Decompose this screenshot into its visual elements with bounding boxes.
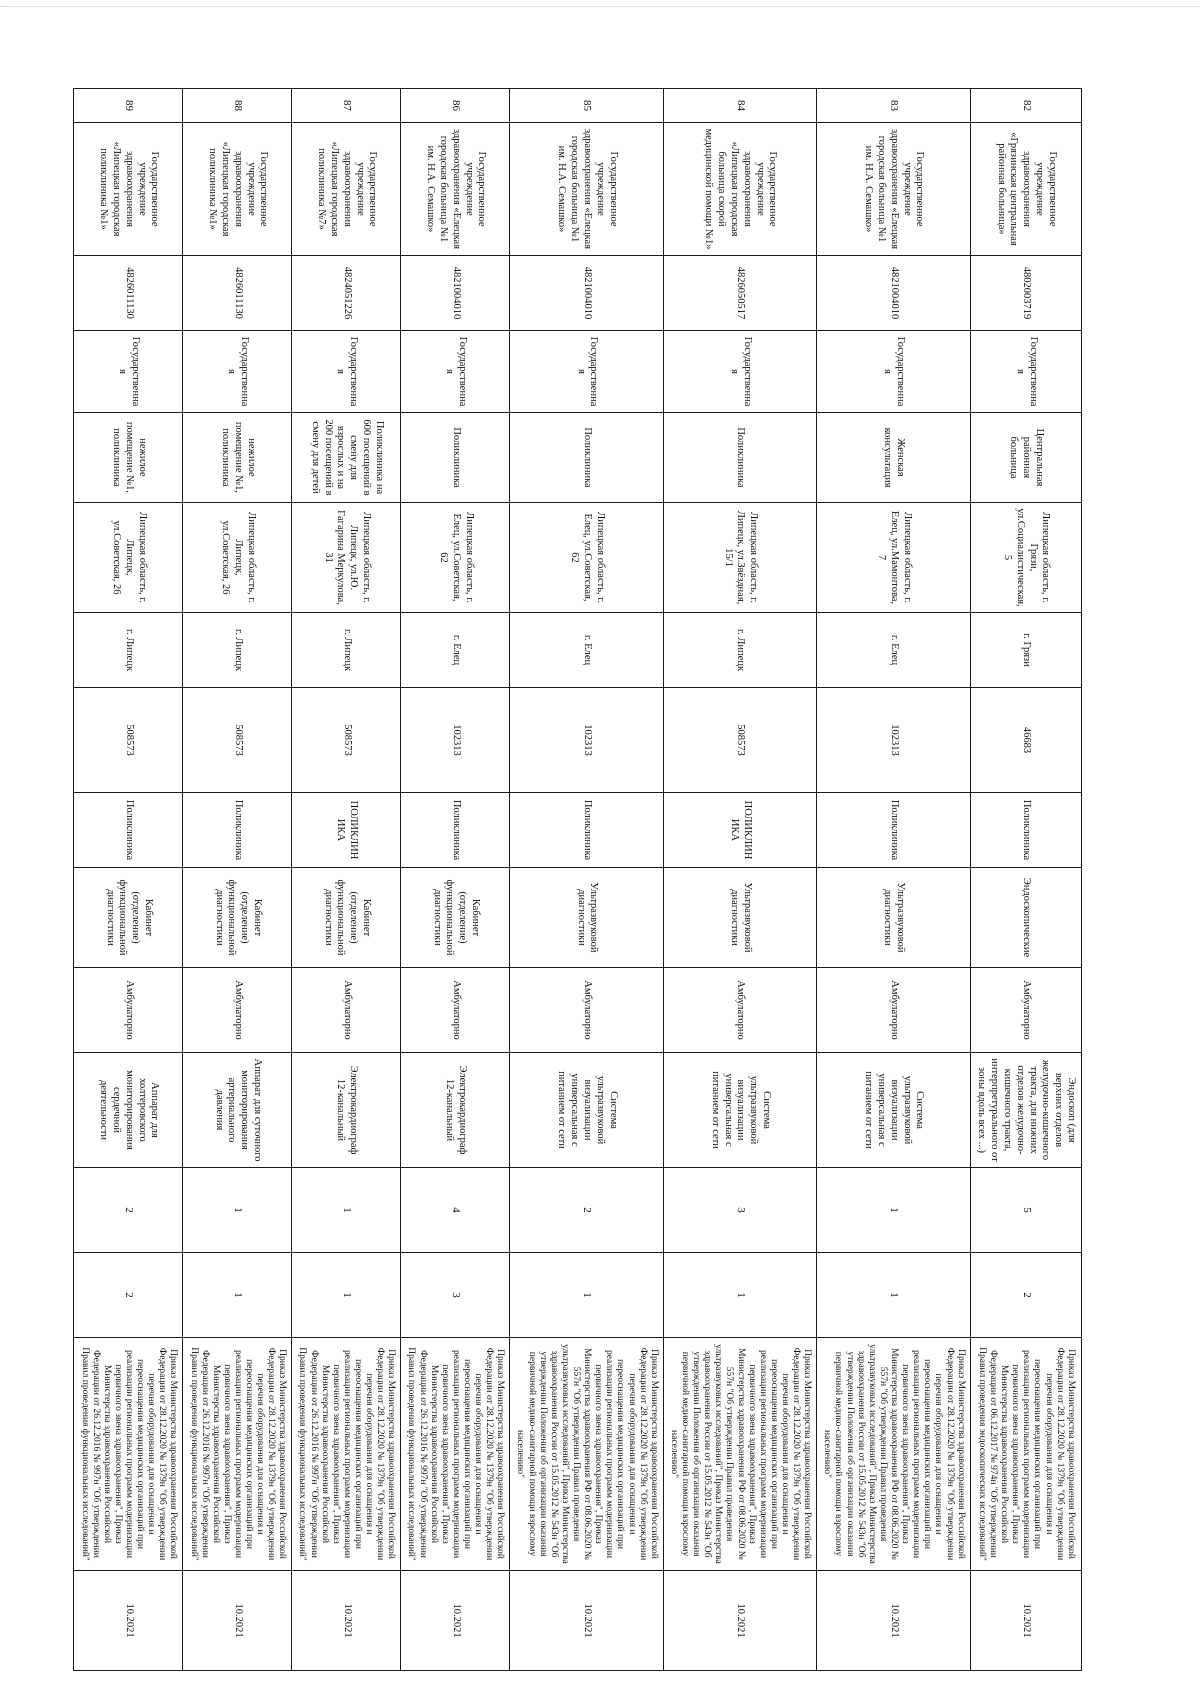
ownership-form-cell: Государственная [510,331,663,413]
table-row [817,89,970,1671]
care-mode-cell: Амбулаторно [663,968,816,1053]
locality-cell: г. Липецк [74,613,183,688]
inn-code-cell: 4824051226 [292,256,401,331]
quantity-planned-cell: 1 [663,1253,816,1338]
subdivision-cell: Поликлиника на 600 посещений в смену для взрослых и на 200 посещений в смену для детей [292,413,401,503]
table-row [401,89,510,1671]
equipment-name-cell: Эндоскоп (для верхних отделов желудочно-кишечного тракта, для нижних отделов желудочно-кишечного тракта, интерпретурального от зоны вдоль всех ...) [970,1053,1081,1168]
subdivision-cell: Поликлиника [510,413,663,503]
table-row [74,89,183,1671]
department-cell: Кабинет (отделение) функциональной диагностики [401,868,510,968]
equipment-name-cell: Аппарат для холтеровского мониторирования сердечной деятельности [74,1053,183,1168]
rotated-page [79,88,1082,1670]
oktmo-code-cell: 46683 [970,688,1081,793]
ownership-form-cell: Государственная [74,331,183,413]
oktmo-code-cell: 508573 [74,688,183,793]
legal-basis-cell: Приказ Министерства здравоохранения Российской Федерации от 28.12.2020 № 1379н "Об утверждении перечня оборудования для оснащения и переоснащения медицинских организаций при реализации региональных программ модернизации первичного звена здравоохранения", Приказ Министерства здравоохранения Российской Федерации от 26.12.2016 № 997н "Об утверждении Правил проведения функциональных исследований" [401,1338,510,1571]
quantity-planned-cell: 1 [183,1253,292,1338]
oktmo-code-cell: 102313 [510,688,663,793]
due-date-cell: 10.2021 [292,1571,401,1671]
locality-cell: г. Липецк [183,613,292,688]
ownership-form-cell: Государственная [970,331,1081,413]
address-cell: Липецкая область, г. Липецк, ул.Советская, 26 [183,503,292,613]
quantity-needed-cell: 1 [817,1168,970,1253]
due-date-cell: 10.2021 [74,1571,183,1671]
quantity-needed-cell: 5 [970,1168,1081,1253]
inn-code-cell: 4821004010 [817,256,970,331]
ownership-form-cell: Государственная [401,331,510,413]
inn-code-cell: 4802003719 [970,256,1081,331]
locality-cell: г. Липецк [663,613,816,688]
department-cell: Эндоскопические [970,868,1081,968]
legal-basis-cell: Приказ Министерства здравоохранения Российской Федерации от 28.12.2020 № 1379н "Об утверждении перечня оборудования для оснащения и переоснащения медицинских организаций при реализации региональных программ модернизации первичного звена здравоохранения", Приказ Министерства здравоохранения Российской Федерации от 26.12.2016 № 997н "Об утверждении Правил проведения функциональных исследований" [74,1338,183,1571]
department-cell: Ультразвуковой диагностики [663,868,816,968]
equipment-table [73,88,1082,1671]
ownership-form-cell: Государственная [183,331,292,413]
care-mode-cell: Амбулаторно [401,968,510,1053]
quantity-needed-cell: 1 [183,1168,292,1253]
facility-type-cell: Поликлиника [74,793,183,868]
oktmo-code-cell: 508573 [663,688,816,793]
address-cell: Липецкая область, г. Липецк, ул.Ю. Гагарина Меркулова, 31 [292,503,401,613]
organization-name-cell: Государственное учреждение здравоохранения «Липецкая городская поликлиника №7» [292,123,401,256]
quantity-needed-cell: 1 [292,1168,401,1253]
quantity-needed-cell: 2 [510,1168,663,1253]
facility-type-cell: Поликлиника [817,793,970,868]
facility-type-cell: ПОЛИКЛИНИКА [292,793,401,868]
due-date-cell: 10.2021 [401,1571,510,1671]
table-row [663,89,816,1671]
oktmo-code-cell: 508573 [183,688,292,793]
due-date-cell: 10.2021 [970,1571,1081,1671]
equipment-name-cell: Аппарат для суточного мониторирования артериального давления [183,1053,292,1168]
oktmo-code-cell: 102313 [401,688,510,793]
inn-code-cell: 4821004010 [510,256,663,331]
due-date-cell: 10.2021 [663,1571,816,1671]
ownership-form-cell: Государственная [292,331,401,413]
quantity-needed-cell: 3 [663,1168,816,1253]
quantity-planned-cell: 1 [292,1253,401,1338]
address-cell: Липецкая область, г. Липецк, ул.Звёздная, 15/1 [663,503,816,613]
legal-basis-cell: Приказ Министерства здравоохранения Российской Федерации от 28.12.2020 № 1379н "Об утверждении перечня оборудования для оснащения и переоснащения медицинских организаций при реализации региональных программ модернизации первичного звена здравоохранения", Приказ Министерства здравоохранения РФ от 08.06.2020 № 557н "Об утверждении Правил проведения ультразвуковых исследований", Приказ Министерства здравоохранения России от 15.05.2012 № 543н "Об утверждении Положения об организации оказания первичной медико-санитарной помощи взрослому населению" [817,1338,970,1571]
locality-cell: г. Елец [510,613,663,688]
inn-code-cell: 4826011130 [74,256,183,331]
department-cell: Кабинет (отделение) функциональной диагностики [74,868,183,968]
row-number-cell: 84 [663,89,816,123]
subdivision-cell: нежилое помещение №1, поликлиника [183,413,292,503]
due-date-cell: 10.2021 [817,1571,970,1671]
quantity-planned-cell: 1 [817,1253,970,1338]
row-number-cell: 88 [183,89,292,123]
oktmo-code-cell: 102313 [817,688,970,793]
equipment-name-cell: Электрокардиограф 12-канальный [292,1053,401,1168]
ownership-form-cell: Государственная [817,331,970,413]
address-cell: Липецкая область, г. Грязи, ул.Социалистическая, 5 [970,503,1081,613]
due-date-cell: 10.2021 [510,1571,663,1671]
table-body [74,89,1082,1671]
locality-cell: г. Липецк [292,613,401,688]
quantity-planned-cell: 2 [970,1253,1081,1338]
department-cell: Кабинет (отделение) функциональной диагностики [183,868,292,968]
legal-basis-cell: Приказ Министерства здравоохранения Российской Федерации от 28.12.2020 № 1379н "Об утверждении перечня оборудования для оснащения и переоснащения медицинских организаций при реализации региональных программ модернизации первичного звена здравоохранения", Приказ Министерства здравоохранения Российской Федерации от 26.12.2016 № 997н "Об утверждении Правил проведения функциональных исследований" [292,1338,401,1571]
locality-cell: г. Елец [401,613,510,688]
row-number-cell: 89 [74,89,183,123]
care-mode-cell: Амбулаторно [817,968,970,1053]
quantity-planned-cell: 1 [510,1253,663,1338]
row-number-cell: 85 [510,89,663,123]
inn-code-cell: 4826050517 [663,256,816,331]
legal-basis-cell: Приказ Министерства здравоохранения Российской Федерации от 28.12.2020 № 1379н "Об утверждении перечня оборудования для оснащения и переоснащения медицинских организаций при реализации региональных программ модернизации первичного звена здравоохранения", Приказ Министерства здравоохранения Российской Федерации от 06.12.2017 № 974н "Об утверждении Правил проведения эндоскопических исследований" [970,1338,1081,1571]
address-cell: Липецкая область, г. Елец, ул.Мамонтова, 7 [817,503,970,613]
subdivision-cell: Поликлиника [401,413,510,503]
equipment-name-cell: Электрокардиограф 12-канальный [401,1053,510,1168]
subdivision-cell: Поликлиника [663,413,816,503]
equipment-name-cell: Система ультразвуковой визуализации универсальная с питанием от сети [510,1053,663,1168]
facility-type-cell: ПОЛИКЛИНИКА [663,793,816,868]
quantity-planned-cell: 3 [401,1253,510,1338]
address-cell: Липецкая область, г. Липецк, ул.Советская, 26 [74,503,183,613]
locality-cell: г. Грязи [970,613,1081,688]
organization-name-cell: Государственное учреждение здравоохранения «Липецкая городская поликлиника №1» [183,123,292,256]
address-cell: Липецкая область, г. Елец, ул.Советская, 62 [510,503,663,613]
table-row [510,89,663,1671]
ownership-form-cell: Государственная [663,331,816,413]
due-date-cell: 10.2021 [183,1571,292,1671]
organization-name-cell: Государственное учреждение здравоохранения «Елецкая городская больница №1 им. Н.А. Семашко» [401,123,510,256]
row-number-cell: 83 [817,89,970,123]
organization-name-cell: Государственное учреждение здравоохранения «Елецкая городская больница №1 им. Н.А. Семашко» [510,123,663,256]
locality-cell: г. Елец [817,613,970,688]
care-mode-cell: Амбулаторно [292,968,401,1053]
table-row [970,89,1081,1671]
legal-basis-cell: Приказ Министерства здравоохранения Российской Федерации от 28.12.2020 № 1379н "Об утверждении перечня оборудования для оснащения и переоснащения медицинских организаций при реализации региональных программ модернизации первичного звена здравоохранения", Приказ Министерства здравоохранения РФ от 08.06.2020 № 557н "Об утверждении Правил проведения ультразвуковых исследований", Приказ Министерства здравоохранения России от 15.05.2012 № 543н "Об утверждении Положения об организации оказания первичной медико-санитарной помощи взрослому населению" [510,1338,663,1571]
organization-name-cell: Государственное учреждение здравоохранения «Липецкая городская поликлиника №1» [74,123,183,256]
department-cell: Кабинет (отделение) функциональной диагностики [292,868,401,968]
row-number-cell: 87 [292,89,401,123]
scan-edge-line [0,6,1200,7]
care-mode-cell: Амбулаторно [183,968,292,1053]
department-cell: Ультразвуковой диагностики [817,868,970,968]
facility-type-cell: Поликлиника [401,793,510,868]
facility-type-cell: Поликлиника [183,793,292,868]
organization-name-cell: Государственное учреждение здравоохранения «Липецкая городская больница скорой медицинской помощи №1» [663,123,816,256]
inn-code-cell: 4821004010 [401,256,510,331]
subdivision-cell: Женская консультация [817,413,970,503]
address-cell: Липецкая область, г. Елец, ул.Советская, 62 [401,503,510,613]
table-row [292,89,401,1671]
inn-code-cell: 4826011130 [183,256,292,331]
facility-type-cell: Поликлиника [970,793,1081,868]
organization-name-cell: Государственное учреждение здравоохранения «Грязинская центральная районная больница» [970,123,1081,256]
subdivision-cell: Центральная районная больница [970,413,1081,503]
care-mode-cell: Амбулаторно [74,968,183,1053]
oktmo-code-cell: 508573 [292,688,401,793]
department-cell: Ультразвуковой диагностики [510,868,663,968]
row-number-cell: 82 [970,89,1081,123]
row-number-cell: 86 [401,89,510,123]
organization-name-cell: Государственное учреждение здравоохранения «Елецкая городская больница №1 им. Н.А. Семашко» [817,123,970,256]
equipment-name-cell: Система ультразвуковой визуализации универсальная с питанием от сети [663,1053,816,1168]
legal-basis-cell: Приказ Министерства здравоохранения Российской Федерации от 28.12.2020 № 1379н "Об утверждении перечня оборудования для оснащения и переоснащения медицинских организаций при реализации региональных программ модернизации первичного звена здравоохранения", Приказ Министерства здравоохранения Российской Федерации от 26.12.2016 № 997н "Об утверждении Правил проведения функциональных исследований" [183,1338,292,1571]
table-row [183,89,292,1671]
quantity-needed-cell: 4 [401,1168,510,1253]
facility-type-cell: Поликлиника [510,793,663,868]
quantity-planned-cell: 2 [74,1253,183,1338]
care-mode-cell: Амбулаторно [510,968,663,1053]
equipment-name-cell: Система ультразвуковой визуализации универсальная с питанием от сети [817,1053,970,1168]
legal-basis-cell: Приказ Министерства здравоохранения Российской Федерации от 28.12.2020 № 1379н "Об утверждении перечня оборудования для оснащения и переоснащения медицинских организаций при реализации региональных программ модернизации первичного звена здравоохранения", Приказ Министерства здравоохранения РФ от 08.06.2020 № 557н "Об утверждении Правил проведения ультразвуковых исследований", Приказ Министерства здравоохранения России от 15.05.2012 № 543н "Об утверждении Положения об организации оказания первичной медико-санитарной помощи взрослому населению" [663,1338,816,1571]
quantity-needed-cell: 2 [74,1168,183,1253]
care-mode-cell: Амбулаторно [970,968,1081,1053]
subdivision-cell: нежилое помещение №1, поликлиника [74,413,183,503]
